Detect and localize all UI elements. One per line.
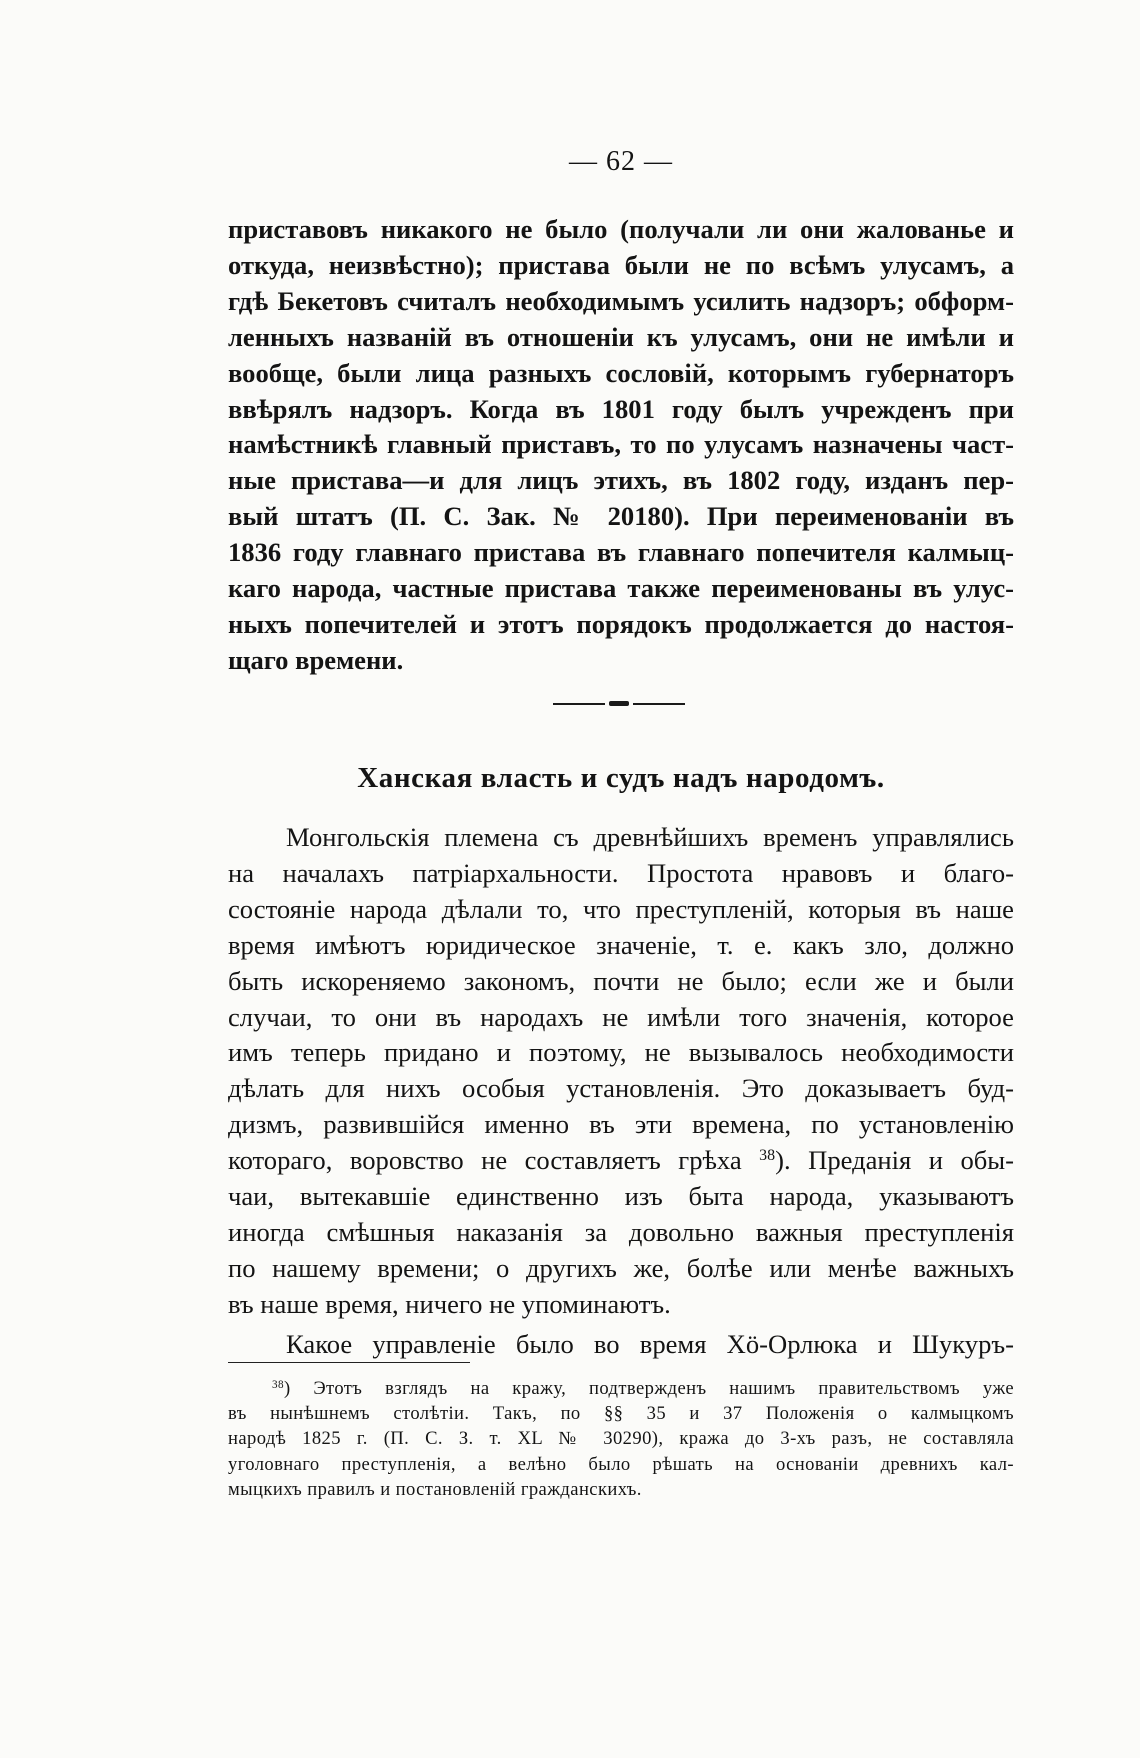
text-line: ввѣрялъ надзоръ. Когда въ 1801 году былъ учрежденъ при	[228, 393, 1014, 424]
text-line: щаго времени.	[228, 644, 404, 675]
book-page	[228, 0, 1014, 1758]
text-line	[228, 1143, 1014, 1179]
section-divider-ornament	[553, 702, 685, 706]
text-line: Монгольскія племена съ древнѣйшихъ временъ управлялись	[286, 822, 1014, 852]
text-segment: ) Этотъ взглядъ на кражу, подтвержденъ нашимъ правительствомъ уже	[283, 1378, 1014, 1399]
text-line: время имѣютъ юридическое значеніе, т. е. какъ зло, должно	[228, 929, 1014, 960]
text-line: гдѣ Бекетовъ считалъ необходимымъ усилить надзоръ; обформ-	[228, 285, 1014, 316]
text-line: вообще, были лица разныхъ сословій, которымъ губернаторъ	[228, 357, 1014, 388]
text-line: каго народа, частные пристава также переименованы въ улус-	[228, 573, 1014, 604]
section-title: Ханская власть и судъ надъ народомъ.	[357, 762, 885, 794]
footnote-line: въ нынѣшнемъ столѣтіи. Такъ, по §§ 35 и 37 Положенія о калмыцкомъ	[228, 1403, 1014, 1425]
divider-line-right	[633, 703, 685, 705]
footnote-separator	[228, 1362, 470, 1363]
text-line: чаи, вытекавшіе единственно изъ быта народа, указываютъ	[228, 1181, 1014, 1212]
continued-paragraph	[228, 212, 1014, 679]
text-line: иногда смѣшныя наказанія за довольно важныя преступленія	[228, 1216, 1014, 1247]
text-segment: котораго, воровство не составляетъ грѣха	[228, 1145, 742, 1176]
page-number: — 62 —	[569, 146, 673, 177]
text-line: имъ теперь придано и поэтому, не вызывалось необходимости	[228, 1037, 1014, 1068]
text-line: ные пристава—и для лицъ этихъ, въ 1802 году, изданъ пер-	[228, 465, 1014, 496]
text-line: вый штатъ (П. С. Зак. № 20180). При переименованіи въ	[228, 501, 1014, 532]
text-line: ныхъ попечителей и этотъ порядокъ продолжается до настоя-	[228, 608, 1014, 639]
text-line: на началахъ патріархальности. Простота нравовъ и благо-	[228, 857, 1014, 888]
text-line: случаи, то они въ народахъ не имѣли того значенія, которое	[228, 1001, 1014, 1032]
text-line: 1836 году главнаго пристава въ главнаго попечителя калмыц-	[228, 537, 1014, 568]
text-line: по нашему времени; о другихъ же, болѣе или менѣе важныхъ	[228, 1252, 1014, 1283]
footnote-line	[228, 1376, 1014, 1401]
text-line: дизмъ, развившійся именно въ эти времена, по установленію	[228, 1109, 1014, 1140]
text-line: въ наше время, ничего не упоминаютъ.	[228, 1288, 671, 1319]
footnote-number: 38	[272, 1378, 284, 1391]
text-line: откуда, неизвѣстно); пристава были не по всѣмъ улусамъ, а	[228, 249, 1014, 280]
text-line: быть искореняемо закономъ, почти не было; если же и были	[228, 965, 1014, 996]
text-line: намѣстникѣ главный приставъ, то по улусамъ назначены част-	[228, 429, 1014, 460]
text-line: приставовъ никакого не было (получали ли они жалованье и	[228, 214, 1014, 244]
divider-line-left	[553, 703, 605, 705]
footnote-line: народѣ 1825 г. (П. С. З. т. XL № 30290), кража до 3-хъ разъ, не составляла	[228, 1428, 1014, 1450]
text-line: состояніе народа дѣлали то, что преступленій, которыя въ наше	[228, 893, 1014, 924]
text-segment: ). Преданія и обы-	[775, 1145, 1014, 1176]
divider-center-mark	[609, 701, 629, 706]
section-body	[228, 820, 1014, 1363]
text-line: Какое управленіе было во время Хö-Орлюка и Шукуръ-	[286, 1328, 1014, 1359]
footnote-reference: 38	[759, 1147, 776, 1165]
footnote-line: мыцкихъ правилъ и постановленій гражданскихъ.	[228, 1478, 642, 1500]
text-line: дѣлать для нихъ особыя установленія. Это доказываетъ буд-	[228, 1073, 1014, 1104]
footnote	[228, 1376, 1014, 1502]
text-line: ленныхъ названій въ отношеніи къ улусамъ, они не имѣли и	[228, 321, 1014, 352]
footnote-line: уголовнаго преступленія, а велѣно было рѣшать на основаніи древнихъ кал-	[228, 1453, 1014, 1475]
